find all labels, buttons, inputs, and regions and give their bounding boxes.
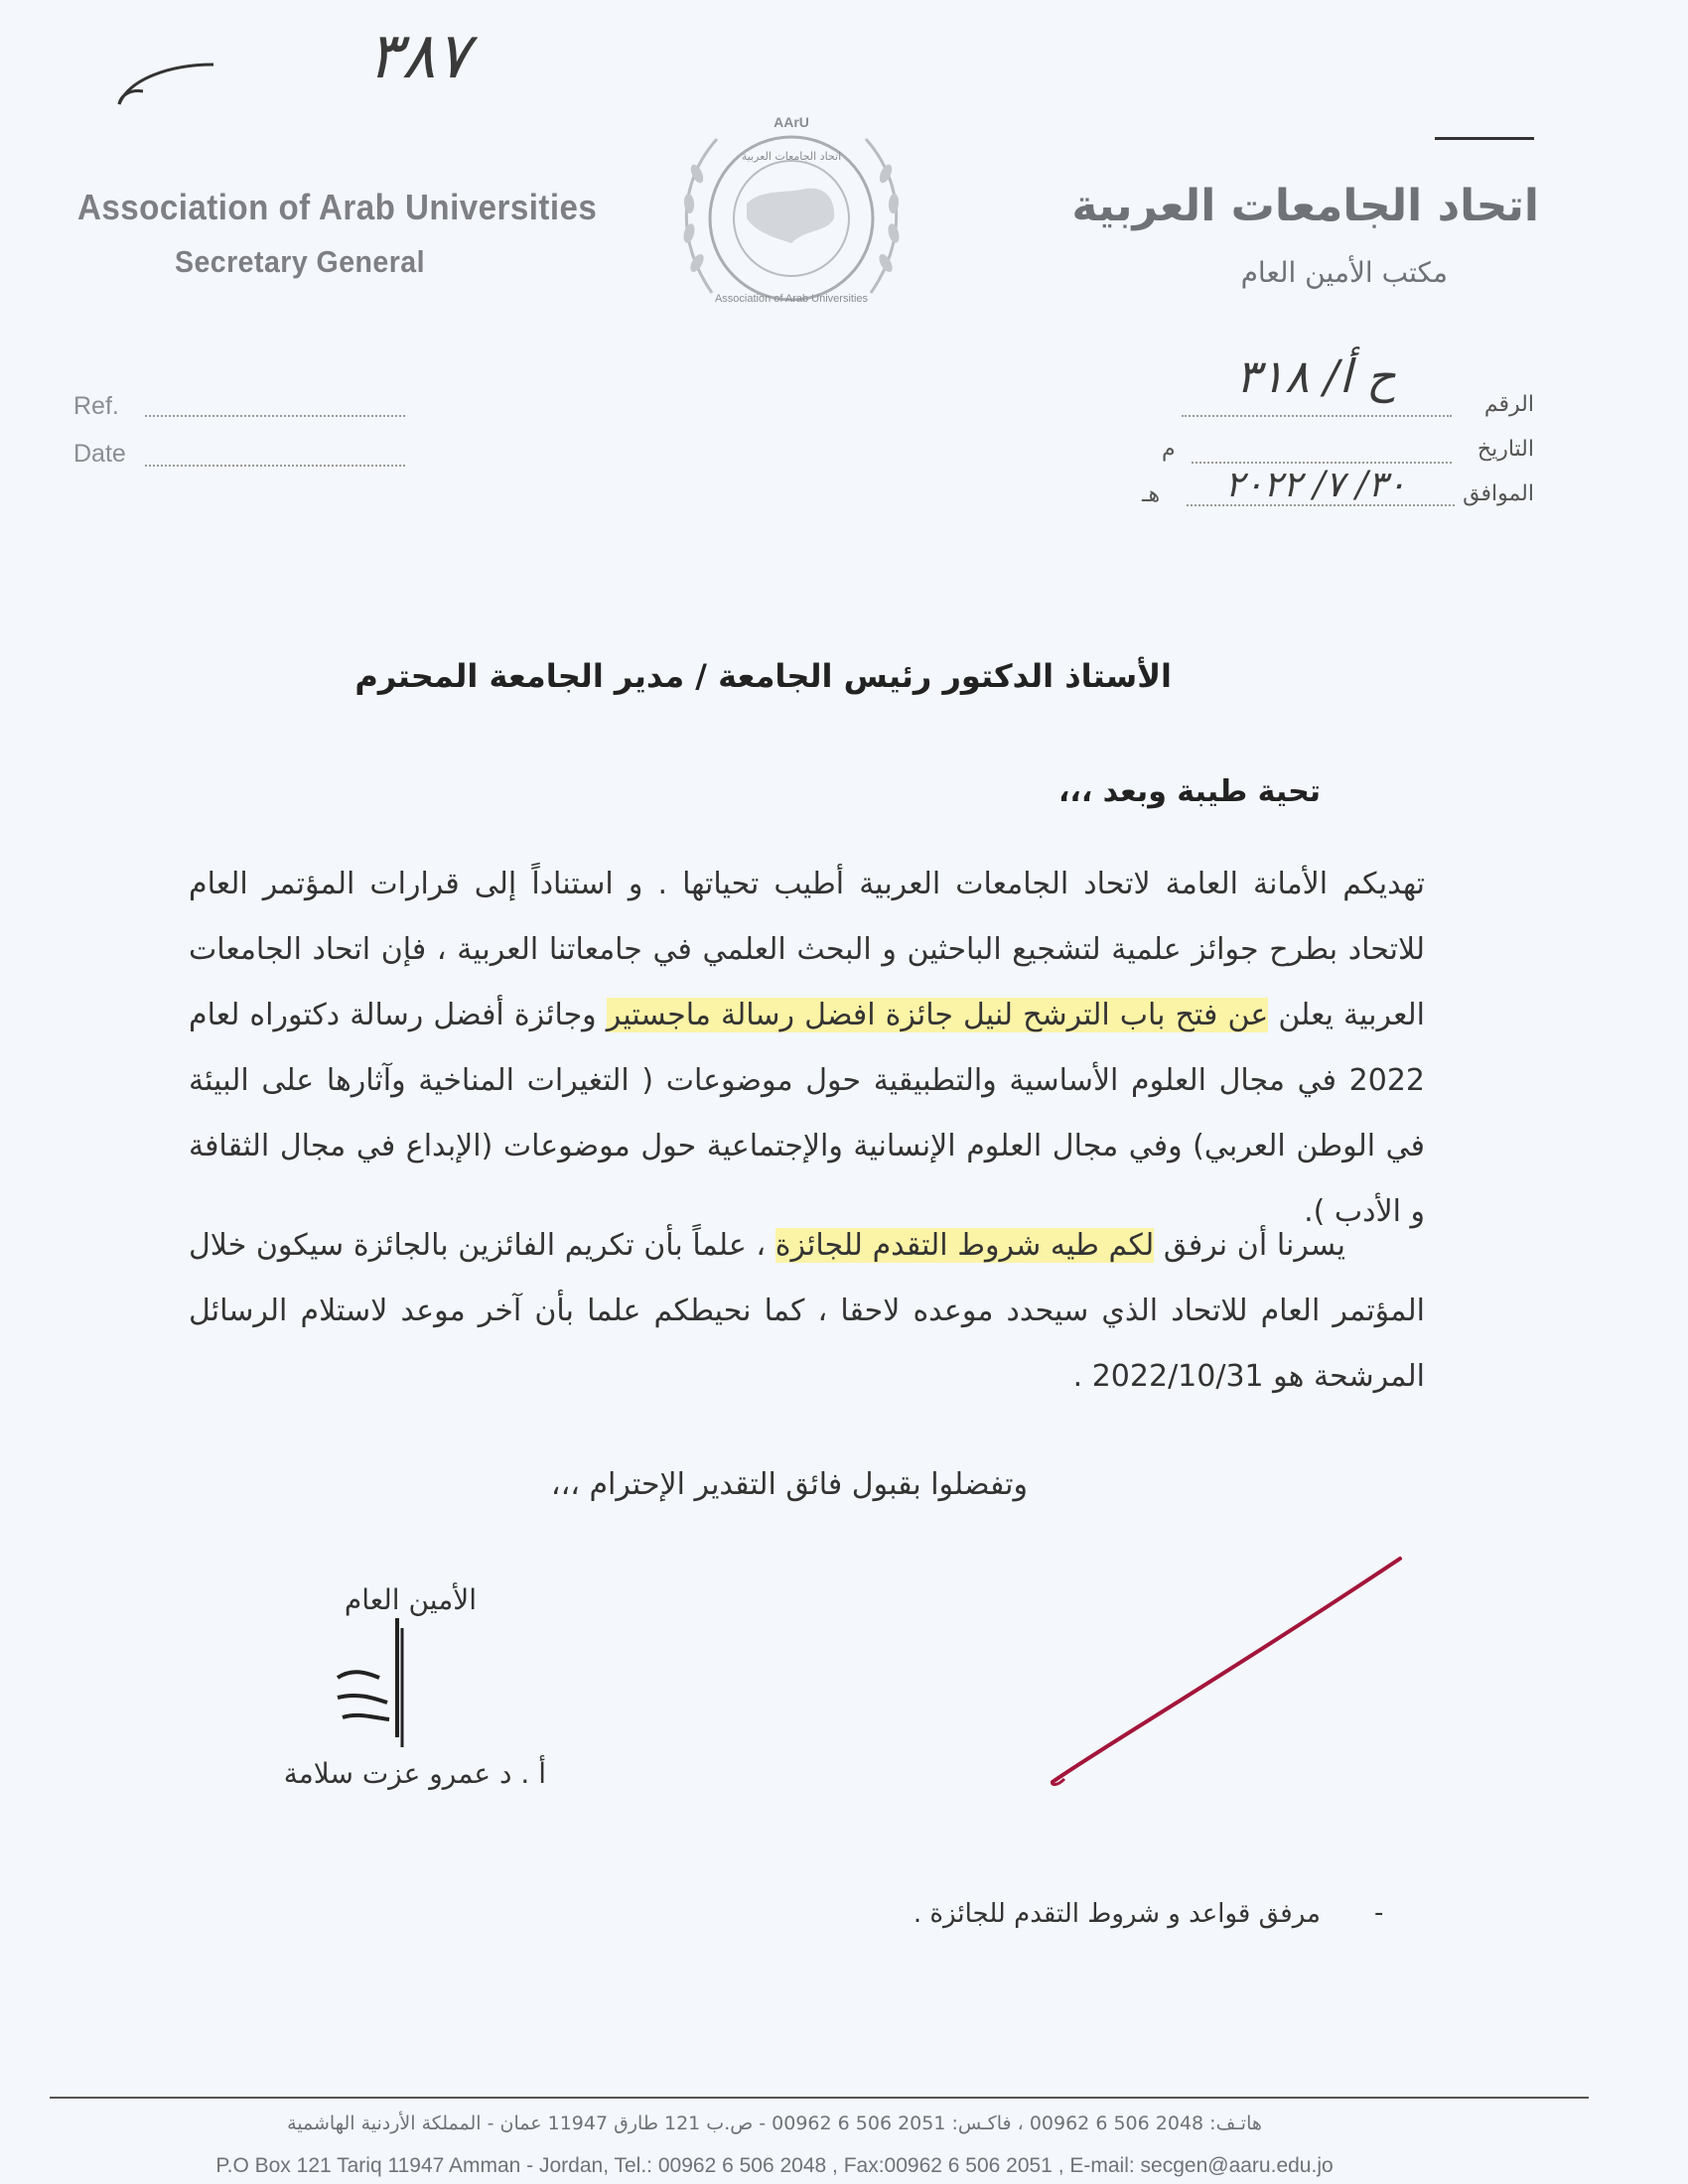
p2-text-b: ، علماً بأن تكريم الفائزين بالجائزة سيكون خلال المؤتمر العام للاتحاد الذي سيحدد موعده لاحقا ، كما نحيطكم علما بأن آخر موعد لاستلام الرسائل المرشحة هو 2022/10/31 . (189, 1228, 1425, 1394)
date-field (145, 465, 405, 467)
body-paragraph-1 (189, 852, 1425, 1245)
ar-ref-value: ح أ/ ٣١٨ (1235, 349, 1396, 403)
signer-name: أ . د عمرو عزت سلامة (283, 1757, 546, 1790)
footer-english-contact: P.O Box 121 Tariq 11947 Amman - Jordan, Tel.: 00962 6 506 2048 , Fax:00962 6 506 2051 , E-mail: secgen@aaru.edu.jo (215, 2154, 1334, 2177)
ar-date-field (1192, 462, 1452, 464)
footer-divider (50, 2097, 1589, 2099)
attachment-note: مرفق قواعد و شروط التقدم للجائزة . (913, 1899, 1321, 1929)
ar-ref-label: الرقم (1483, 392, 1534, 417)
date-label: Date (73, 440, 126, 468)
ar-corr-value: ٣٠/ ٧/ ٢٠٢٢ (1224, 465, 1407, 505)
closing-line: وتفضلوا بقبول فائق التقدير الإحترام ،،، (550, 1467, 1028, 1502)
footer-arabic-contact: هاتـف: 2048 506 6 00962 ، فاكـس: 2051 506 6 00962 - ص.ب 121 طارق 11947 عمان - المملكة الأردنية الهاشمية (287, 2113, 1262, 2134)
ar-date-label: التاريخ (1477, 437, 1534, 462)
handwritten-mark (109, 40, 228, 119)
signer-title: الأمين العام (344, 1583, 477, 1616)
seal-top-text: AArU (774, 114, 809, 130)
addressee: الأستاذ الدكتور رئيس الجامعة / مدير الجامعة المحترم (354, 657, 1172, 695)
ar-corr-label: الموافق (1463, 481, 1534, 506)
ar-date-suffix: م (1162, 437, 1176, 462)
p2-highlight: لكم طيه شروط التقدم للجائزة (774, 1228, 1155, 1263)
attachment-bullet: - (1374, 1898, 1384, 1928)
signature-stroke (1043, 1549, 1420, 1797)
org-name-arabic: اتحاد الجامعات العربية (1071, 181, 1539, 231)
ar-ref-field (1182, 415, 1452, 417)
signature-initials (318, 1608, 437, 1757)
body-paragraph-2 (189, 1213, 1425, 1410)
ref-field (145, 415, 405, 417)
p1-text-b: وجائزة أفضل رسالة دكتوراه لعام 2022 في مجال العلوم الأساسية والتطبيقية حول موضوعات ( التغيرات المناخية وآثارها على البيئة في الوطن العربي) وفي مجال العلوم الإنسانية والإجتماعية حول موضوعات (الإبداع في مجال الثقافة و الأدب ). (189, 998, 1425, 1229)
seal-english-text: Association of Arab Universities (714, 293, 869, 305)
page-number-handwritten: ٣٨٧ (367, 20, 471, 93)
seal-arabic-text: اتحاد الجامعات العربية (741, 150, 842, 163)
header-dash (1435, 137, 1534, 140)
org-name-english: Association of Arab Universities (77, 187, 598, 227)
ar-corr-suffix: هـ (1142, 482, 1161, 507)
office-name-arabic: مكتب الأمين العام (1240, 256, 1448, 289)
greeting: تحية طيبة وبعد ،،، (1058, 774, 1321, 809)
p1-text-a: تهديكم الأمانة العامة لاتحاد الجامعات العربية أطيب تحياتها . و استناداً إلى قرارات المؤتمر العام للاتحاد بطرح جوائز علمية لتشجيع الباحثين و البحث العلمي في جامعاتنا العربية ، فإن اتحاد الجامعات العربية يعلن (189, 867, 1426, 1032)
association-seal (667, 94, 915, 342)
ref-label: Ref. (73, 392, 119, 420)
p2-text-a: يسرنا أن نرفق (1154, 1228, 1345, 1263)
p1-highlight: عن فتح باب الترشح لنيل جائزة افضل رسالة ماجستير (606, 998, 1269, 1032)
office-name-english: Secretary General (175, 244, 425, 279)
